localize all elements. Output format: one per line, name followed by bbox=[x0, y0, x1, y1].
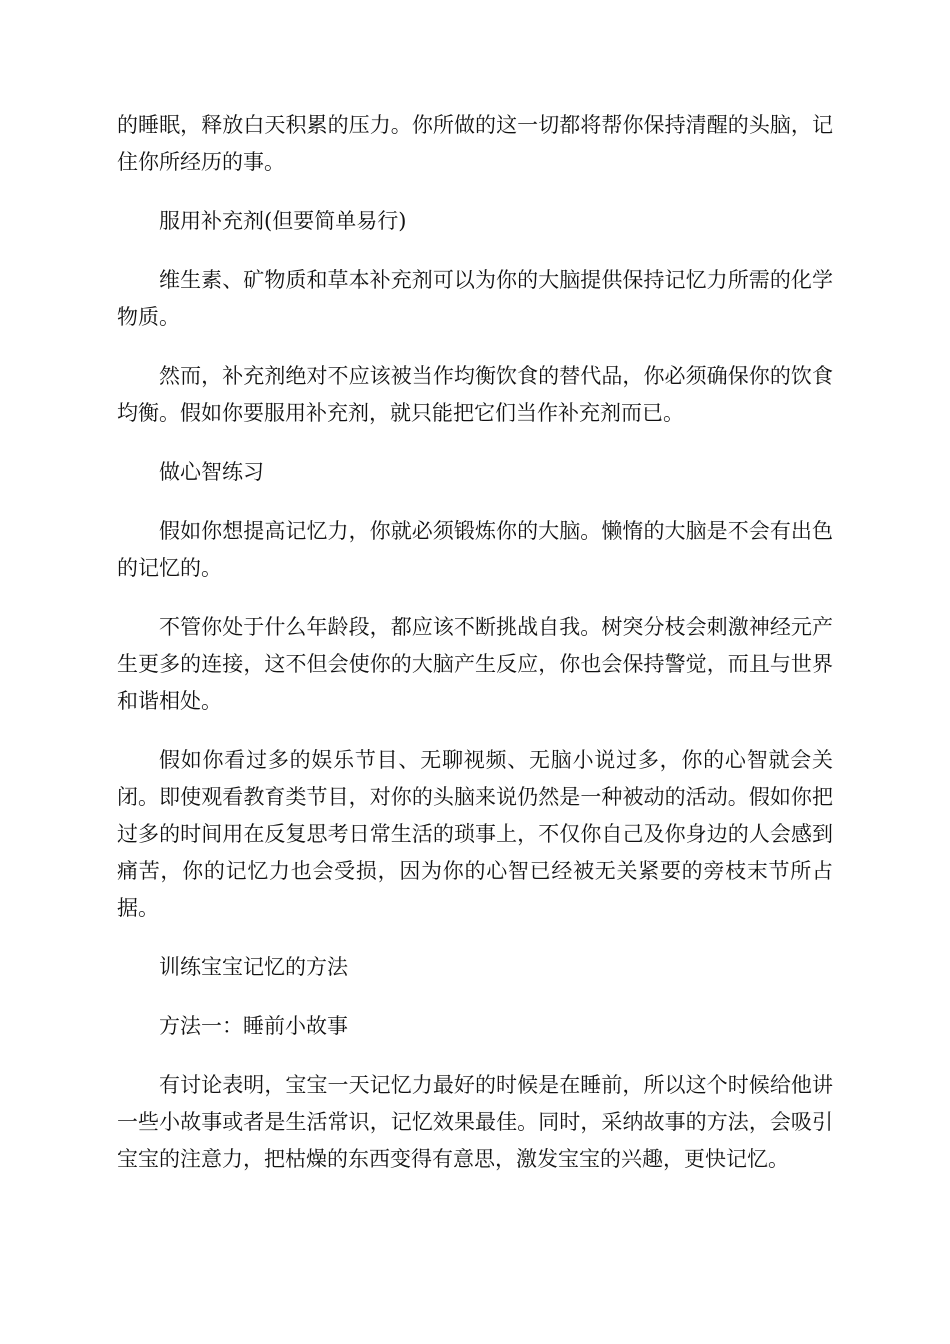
section-heading-supplements: 服用补充剂(但要简单易行) bbox=[159, 209, 407, 233]
document-page bbox=[117, 107, 833, 1200]
paragraph: 然而，补充剂绝对不应该被当作均衡饮食的替代品，你必须确保你的饮食均衡。假如你要服用补充剂，就只能把它们当作补充剂而已。 bbox=[117, 364, 833, 425]
paragraph: 维生素、矿物质和草本补充剂可以为你的大脑提供保持记忆力所需的化学物质。 bbox=[117, 268, 833, 329]
paragraph-continuation: 的睡眠，释放白天积累的压力。你所做的这一切都将帮你保持清醒的头脑，记住你所经历的事。 bbox=[117, 113, 833, 174]
section-heading-mental-exercise: 做心智练习 bbox=[159, 460, 264, 484]
paragraph: 不管你处于什么年龄段，都应该不断挑战自我。树突分枝会刺激神经元产生更多的连接，这不但会使你的大脑产生反应，你也会保持警觉，而且与世界和谐相处。 bbox=[117, 615, 833, 713]
paragraph: 假如你想提高记忆力，你就必须锻炼你的大脑。懒惰的大脑是不会有出色的记忆的。 bbox=[117, 519, 833, 580]
section-heading-baby-memory: 训练宝宝记忆的方法 bbox=[159, 955, 348, 979]
paragraph: 有讨论表明，宝宝一天记忆力最好的时候是在睡前，所以这个时候给他讲一些小故事或者是生活常识，记忆效果最佳。同时，采纳故事的方法，会吸引宝宝的注意力，把枯燥的东西变得有意思，激发宝宝的兴趣，更快记忆。 bbox=[117, 1073, 833, 1171]
paragraph: 假如你看过多的娱乐节目、无聊视频、无脑小说过多，你的心智就会关闭。即使观看教育类节目，对你的头脑来说仍然是一种被动的活动。假如你把过多的时间用在反复思考日常生活的琐事上，不仅你自己及你身边的人会感到痛苦，你的记忆力也会受损，因为你的心智已经被无关紧要的旁枝末节所占据。 bbox=[117, 748, 833, 920]
subheading-method-one: 方法一：睡前小故事 bbox=[159, 1014, 348, 1038]
